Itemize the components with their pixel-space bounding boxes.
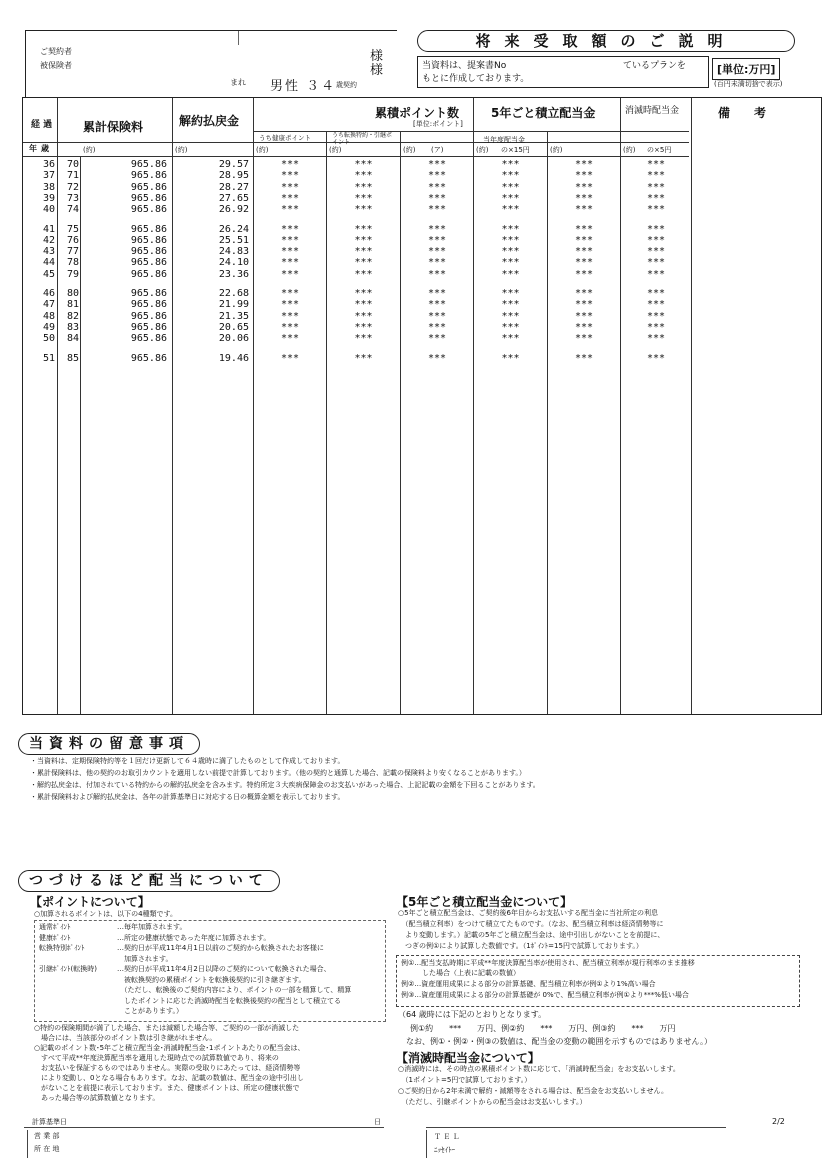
cell-total-points: *** [427, 257, 447, 269]
unit-mark: (約) [550, 146, 563, 154]
shometsu-line: （ただし、引継ポイントからの配当金はお支払いします。） [398, 1098, 587, 1106]
col-surrender: 解約払戻金 [179, 114, 240, 128]
cell-year: 38 [42, 181, 55, 193]
table-row [23, 288, 821, 299]
cell-cum-premium: 965.86 [130, 333, 167, 345]
cell-surrender: 29.57 [218, 159, 249, 170]
col-cum-premium: 累計保険料 [83, 120, 144, 134]
cell-age: 70 [66, 159, 79, 170]
sub-a: (ア) [431, 146, 444, 154]
cell-total-points: *** [427, 352, 447, 364]
cell-surrender: 21.35 [218, 310, 249, 322]
cell-health-points: *** [280, 310, 300, 322]
points-row-label: 転換特別ﾎﾟｲﾝﾄ [39, 944, 85, 952]
address-label: 所 在 地 [34, 1145, 60, 1153]
table-row [23, 257, 821, 268]
cell-extinction-dividend: *** [646, 181, 666, 193]
cell-extinction-dividend: *** [646, 310, 666, 322]
cell-age: 75 [66, 223, 79, 235]
day-label: 日 [374, 1118, 381, 1126]
col-biko: 備 考 [718, 106, 767, 120]
cell-extinction-dividend: *** [646, 170, 666, 182]
sama-1: 様 [370, 49, 384, 64]
cell-cum-premium: 965.86 [130, 192, 167, 204]
cell-extinction-dividend: *** [646, 234, 666, 246]
cell-cum-premium: 965.86 [130, 268, 167, 280]
cell-age: 71 [66, 170, 79, 182]
cell-cum-premium: 965.86 [130, 223, 167, 235]
cell-accumulated-dividend: *** [574, 288, 594, 299]
points-note-line: により変動し、0となる場合もあります。なお、記載の数値は、配当金の途中引出し [34, 1074, 304, 1082]
cell-accumulated-dividend: *** [574, 321, 594, 333]
cell-cum-premium: 965.86 [130, 352, 167, 364]
shometsu-title: 【消滅時配当金について】 [396, 1051, 540, 1065]
unit-mark: (約) [476, 146, 489, 154]
example-values: 例①約 *** 万円、例②約 *** 万円、例③約 *** 万円 [410, 1024, 676, 1033]
cell-annual-dividend: *** [501, 352, 520, 364]
points-note-line: あった場合等の試算数値となります。 [34, 1094, 160, 1102]
cell-health-points: *** [280, 288, 300, 299]
insured-info: 男性 ３４ [270, 79, 337, 94]
points-row-text: …所定の健康状態であった年度に加算されます。 [117, 933, 271, 942]
cell-accumulated-dividend: *** [574, 299, 594, 311]
cell-accumulated-dividend: *** [574, 310, 594, 322]
cell-health-points: *** [280, 299, 300, 311]
unit-mark: (約) [175, 146, 188, 154]
unit-note: (百円未満切捨で表示) [714, 80, 783, 88]
table-row [23, 322, 821, 333]
cell-transfer-points: *** [354, 159, 373, 170]
cell-annual-dividend: *** [501, 159, 520, 170]
col-nen: 年 [29, 144, 37, 153]
cell-year: 37 [42, 170, 55, 182]
cell-health-points: *** [280, 159, 300, 170]
five-year-lines [398, 909, 664, 951]
cell-accumulated-dividend: *** [574, 333, 594, 345]
cell-accumulated-dividend: *** [574, 223, 594, 235]
cell-total-points: *** [427, 246, 447, 258]
points-row-text: …契約日が平成11年4月1日以前のご契約から転換されたお客様に [117, 944, 324, 952]
points-note-line: お支払いを保証するものではありません。実際の受取りにあたっては、経済情勢等 [34, 1064, 301, 1072]
cell-surrender: 26.24 [218, 223, 249, 235]
table-row [23, 204, 821, 215]
cell-year: 45 [42, 268, 55, 280]
age-suffix: 歳契約 [336, 81, 357, 89]
cell-health-points: *** [280, 223, 300, 235]
cell-age: 79 [66, 268, 79, 280]
cell-health-points: *** [280, 321, 300, 333]
cell-total-points: *** [427, 299, 447, 311]
table-row [23, 193, 821, 204]
calc-base-label: 計算基準日 [32, 1118, 67, 1126]
cell-age: 73 [66, 192, 79, 204]
cell-health-points: *** [280, 352, 300, 364]
cell-annual-dividend: *** [501, 310, 520, 322]
footer-vbar [27, 1130, 28, 1158]
cell-surrender: 23.36 [218, 268, 249, 280]
cell-accumulated-dividend: *** [574, 192, 594, 204]
cell-year: 51 [42, 352, 55, 364]
examples-box [396, 955, 800, 1007]
col-points: 累積ポイント数 [375, 106, 460, 120]
cell-accumulated-dividend: *** [574, 159, 594, 170]
cell-surrender: 27.65 [218, 192, 249, 204]
cell-health-points: *** [280, 333, 300, 345]
cell-extinction-dividend: *** [646, 333, 666, 345]
cell-total-points: *** [427, 159, 447, 170]
cell-cum-premium: 965.86 [130, 257, 167, 269]
nissei-label: ﾆｯｾｲﾄｰ [434, 1146, 455, 1154]
unit-mark: (約) [256, 146, 269, 154]
sub-shometsu-b: の×5円 [647, 146, 672, 154]
col-keika: 経 過 [31, 120, 53, 130]
cell-surrender: 19.46 [218, 352, 249, 364]
note-item: ・当資料は、定期保険特約等を１回だけ更新して６４歳時に満了したものとして作成しております。 [30, 757, 345, 765]
table-row [23, 224, 821, 235]
unit-mark: (約) [623, 146, 636, 154]
plan-line-1: 当資料は、提案書No [422, 61, 507, 71]
contractor-box [25, 30, 397, 98]
cell-total-points: *** [427, 321, 447, 333]
cell-annual-dividend: *** [501, 333, 520, 345]
cell-accumulated-dividend: *** [574, 257, 594, 269]
cell-age: 82 [66, 310, 79, 322]
cell-annual-dividend: *** [501, 288, 520, 299]
cell-total-points: *** [427, 234, 447, 246]
sub-toune: 当年度配当金 [483, 136, 525, 144]
cell-surrender: 22.68 [218, 288, 249, 299]
cell-transfer-points: *** [354, 321, 373, 333]
cell-total-points: *** [427, 333, 447, 345]
cell-age: 78 [66, 257, 79, 269]
cell-surrender: 28.27 [218, 181, 249, 193]
shometsu-lines [398, 1065, 680, 1107]
cell-year: 39 [42, 192, 55, 204]
cell-extinction-dividend: *** [646, 268, 666, 280]
table-row [23, 182, 821, 193]
cell-age: 74 [66, 204, 79, 216]
cell-transfer-points: *** [354, 352, 373, 364]
cell-extinction-dividend: *** [646, 204, 666, 216]
vline [400, 131, 401, 714]
dept-label: 営 業 部 [34, 1132, 60, 1140]
cell-transfer-points: *** [354, 181, 373, 193]
cell-transfer-points: *** [354, 288, 373, 299]
points-note-line: がないことを前提に表示しております。また、健康ポイントは、所定の健康状態で [34, 1084, 300, 1092]
cell-annual-dividend: *** [501, 299, 520, 311]
table-row [23, 235, 821, 246]
points-table [34, 920, 386, 1022]
table-row [23, 170, 821, 181]
cell-accumulated-dividend: *** [574, 234, 594, 246]
page-number: 2/2 [772, 1117, 785, 1126]
points-intro: ○加算されるポイントは、以下の4種類です。 [34, 910, 178, 918]
projection-table [22, 97, 822, 715]
example-line: 例③…資産運用成果による部分の計算基礎が 0%で、配当積立利率が例①より***%低い場合 [401, 991, 689, 999]
cell-year: 46 [42, 288, 55, 299]
cell-surrender: 24.10 [218, 257, 249, 269]
cell-extinction-dividend: *** [646, 246, 666, 258]
cell-accumulated-dividend: *** [574, 181, 594, 193]
example-line: 例①…配当支払時期に平成**年度決算配当率が使用され、配当積立利率が現行利率のまま推移 [401, 959, 695, 967]
table-row [23, 299, 821, 310]
cell-age: 77 [66, 246, 79, 258]
points-row-label: 引継ﾎﾟｲﾝﾄ(転換時) [39, 965, 97, 973]
cell-annual-dividend: *** [501, 234, 520, 246]
cell-year: 50 [42, 333, 55, 345]
cell-extinction-dividend: *** [646, 223, 666, 235]
cell-health-points: *** [280, 246, 300, 258]
cell-extinction-dividend: *** [646, 352, 666, 364]
cell-transfer-points: *** [354, 333, 373, 345]
cell-extinction-dividend: *** [646, 299, 666, 311]
cell-year: 40 [42, 204, 55, 216]
notes-list [30, 757, 540, 802]
plan-line-1b: ているプランを [623, 61, 687, 71]
cell-annual-dividend: *** [501, 170, 520, 182]
cell-transfer-points: *** [354, 268, 373, 280]
unit-mark: (約) [329, 146, 342, 154]
cell-year: 48 [42, 310, 55, 322]
cell-health-points: *** [280, 204, 300, 216]
cell-transfer-points: *** [354, 170, 373, 182]
unit-mark: (約) [83, 146, 96, 154]
cell-surrender: 20.06 [218, 333, 249, 345]
cell-extinction-dividend: *** [646, 321, 666, 333]
cell-transfer-points: *** [354, 223, 373, 235]
tel-label: Ｔ Ｅ Ｌ [434, 1133, 460, 1141]
sub-tenkan: うち転換特約・引継ポイント [332, 132, 393, 146]
cell-annual-dividend: *** [501, 192, 520, 204]
plan-note-box [417, 56, 709, 88]
cell-total-points: *** [427, 310, 447, 322]
col-points-unit: [単位:ポイント] [413, 120, 463, 128]
example-note: なお、例①・例②・例③の数値は、配当金の変動の範囲を示すものではありません。） [398, 1037, 712, 1046]
cell-health-points: *** [280, 268, 300, 280]
table-row [23, 246, 821, 257]
col-sai: 歳 [41, 144, 49, 153]
points-note-line: ○特約の保険期間が満了した場合、または減額した場合等、ご契約の一部が消滅した [34, 1024, 300, 1032]
points-note-line: 場合には、当該部分のポイント数は引き継がれません。 [34, 1034, 217, 1042]
cell-cum-premium: 965.86 [130, 288, 167, 299]
cell-surrender: 21.99 [218, 299, 249, 311]
cell-year: 41 [42, 223, 55, 235]
cell-surrender: 26.92 [218, 204, 249, 216]
cell-accumulated-dividend: *** [574, 170, 594, 182]
cell-annual-dividend: *** [501, 223, 520, 235]
cell-age: 72 [66, 181, 79, 193]
cell-cum-premium: 965.86 [130, 204, 167, 216]
sub-kenko: うち健康ポイント [259, 134, 311, 142]
dividend-title: つづけるほど配当について [18, 870, 280, 892]
points-title: 【ポイントについて】 [30, 895, 150, 909]
cell-annual-dividend: *** [501, 204, 520, 216]
points-row-text: 加算されます。 [117, 954, 173, 963]
cell-accumulated-dividend: *** [574, 268, 594, 280]
table-row [23, 353, 821, 364]
cell-health-points: *** [280, 181, 300, 193]
five-year-title: 【5年ごと積立配当金について】 [396, 895, 573, 909]
cell-annual-dividend: *** [501, 268, 520, 280]
cell-cum-premium: 965.86 [130, 321, 167, 333]
cell-extinction-dividend: *** [646, 288, 666, 299]
cell-cum-premium: 965.86 [130, 159, 167, 170]
footer-divider-right [426, 1127, 726, 1128]
points-notes [34, 1023, 305, 1103]
cell-surrender: 28.95 [218, 170, 249, 182]
note-item: ・累計保険料および解約払戻金は、各年の計算基準日に対応する日の概算金額を表示しております。 [30, 793, 345, 801]
cell-cum-premium: 965.86 [130, 181, 167, 193]
col-shometsu: 消滅時配当金 [625, 106, 680, 116]
cell-annual-dividend: *** [501, 321, 520, 333]
cell-transfer-points: *** [354, 204, 373, 216]
cell-age: 83 [66, 321, 79, 333]
cell-accumulated-dividend: *** [574, 352, 594, 364]
points-row-text: ことがあります。） [117, 1007, 183, 1015]
shometsu-line: （1ポイント=5円で試算しております。） [398, 1076, 532, 1084]
example-line: した場合（上表に記載の数値） [401, 969, 520, 977]
cell-age: 84 [66, 333, 79, 345]
cell-age: 85 [66, 352, 79, 364]
cell-transfer-points: *** [354, 192, 373, 204]
unit-mark: (約) [403, 146, 416, 154]
cell-surrender: 20.65 [218, 321, 249, 333]
cell-cum-premium: 965.86 [130, 299, 167, 311]
points-notes-list [34, 1024, 305, 1103]
cell-year: 47 [42, 299, 55, 311]
cell-transfer-points: *** [354, 310, 373, 322]
cell-health-points: *** [280, 192, 300, 204]
cell-total-points: *** [427, 288, 447, 299]
shometsu-line: ○消滅時には、その時点の累積ポイント数に応じて、「消滅時配当金」をお支払いします。 [398, 1065, 680, 1073]
points-row-label: 健康ﾎﾟｲﾝﾄ [39, 933, 71, 942]
vline [326, 131, 327, 714]
hline [253, 131, 689, 132]
cell-transfer-points: *** [354, 246, 373, 258]
cell-total-points: *** [427, 170, 447, 182]
points-note-line: ○記載のポイント数･5年ごと積立配当金･消滅時配当金･1ポイントあたりの配当金は、 [34, 1044, 305, 1052]
cell-age: 80 [66, 288, 79, 299]
example-line: 例②…資産運用成果による部分の計算基礎、配当積立利率が例①より1%高い場合 [401, 980, 656, 988]
cell-year: 36 [42, 159, 55, 170]
cell-transfer-points: *** [354, 234, 373, 246]
page-title: 将来受取額のご説明 [417, 30, 795, 52]
five-line: ○5年ごと積立配当金は、ご契約後6年目からお支払いする配当金に当社所定の利息 [398, 909, 659, 917]
table-row [23, 333, 821, 344]
cell-total-points: *** [427, 181, 447, 193]
cell-year: 42 [42, 234, 55, 246]
points-row-label: 通常ﾎﾟｲﾝﾄ [39, 923, 71, 931]
sama-2: 様 [370, 63, 384, 78]
cell-total-points: *** [427, 223, 447, 235]
cell-cum-premium: 965.86 [130, 170, 167, 182]
vline [547, 131, 548, 714]
cell-health-points: *** [280, 257, 300, 269]
five-line: つぎの例①により試算した数値です。（1ﾎﾟｲﾝﾄ=15円で試算しております。） [398, 942, 643, 950]
cell-health-points: *** [280, 234, 300, 246]
cell-health-points: *** [280, 170, 300, 182]
cell-annual-dividend: *** [501, 246, 520, 258]
cell-accumulated-dividend: *** [574, 246, 594, 258]
note-item: ・累計保険料は、他の契約のお取引カウントを適用しない前提で計算しております。（他の契約と通算した場合、記載の保険料より安くなることがあります。） [30, 769, 526, 777]
name-field-divider [238, 31, 239, 45]
cell-cum-premium: 965.86 [130, 234, 167, 246]
cell-cum-premium: 965.86 [130, 246, 167, 258]
cell-accumulated-dividend: *** [574, 204, 594, 216]
age64-line: （64 歳時には下記のとおりとなります。 [398, 1010, 547, 1019]
points-row-text: …毎年加算されます。 [117, 923, 187, 931]
plan-line-2: もとに作成しております。 [422, 74, 530, 84]
points-row-text: 被転換契約の累積ポイントを転換後契約に引き継ぎます。 [117, 975, 306, 984]
cell-total-points: *** [427, 192, 447, 204]
birth-suffix: まれ [230, 78, 246, 87]
cell-transfer-points: *** [354, 257, 373, 269]
cell-total-points: *** [427, 268, 447, 280]
points-row-text: したポイントに応じた消滅時配当を転換後契約の配当として積立てる [117, 996, 341, 1005]
unit-label: [単位:万円] [712, 58, 780, 80]
table-row [23, 159, 821, 170]
table-row [23, 311, 821, 322]
col-dividend5: 5年ごと積立配当金 [491, 106, 596, 120]
points-row-text: （ただし、転換後のご契約内容により、ポイントの一部を精算して、精算 [117, 986, 352, 994]
cell-year: 44 [42, 257, 55, 269]
cell-extinction-dividend: *** [646, 159, 666, 170]
cell-extinction-dividend: *** [646, 257, 666, 269]
five-line: より変動します。）記載の5年ごと積立配当金は、途中引出しがないことを前提に、 [398, 931, 665, 939]
points-row-text: …契約日が平成11年4月2日以降のご契約について転換された場合、 [117, 965, 331, 973]
cell-transfer-points: *** [354, 299, 373, 311]
cell-year: 49 [42, 321, 55, 333]
cell-annual-dividend: *** [501, 181, 520, 193]
cell-extinction-dividend: *** [646, 192, 666, 204]
cell-surrender: 24.83 [218, 246, 249, 258]
note-item: ・解約払戻金は、付加されている特約からの解約払戻金を含みます。特約所定３大疾病保障金のお支払いがあった場合、上記記載の金額を下回ることがあります。 [30, 781, 540, 789]
cell-age: 81 [66, 299, 79, 311]
hline [23, 156, 689, 157]
contractor-label: ご契約者 [40, 47, 72, 56]
sub-toune-b: の×15円 [501, 146, 530, 154]
notes-title: 当資料の留意事項 [18, 733, 200, 755]
points-note-line: すべて平成**年度決算配当率を適用した現時点での試算数値であり、将来の [34, 1054, 279, 1062]
footer-vbar-right [426, 1130, 427, 1158]
cell-total-points: *** [427, 204, 447, 216]
insured-label: 被保険者 [40, 61, 72, 70]
cell-annual-dividend: *** [501, 257, 520, 269]
shometsu-line: ○ご契約日から2年未満で解約・減額等をされる場合は、配当金をお支払いしません。 [398, 1087, 668, 1095]
table-row [23, 269, 821, 280]
cell-age: 76 [66, 234, 79, 246]
cell-cum-premium: 965.86 [130, 310, 167, 322]
footer-divider [24, 1127, 384, 1128]
five-line: （配当積立利率）をつけて積立てたものです。（なお、配当積立利率は経済情勢等に [398, 920, 664, 928]
cell-surrender: 25.51 [218, 234, 249, 246]
cell-year: 43 [42, 246, 55, 258]
